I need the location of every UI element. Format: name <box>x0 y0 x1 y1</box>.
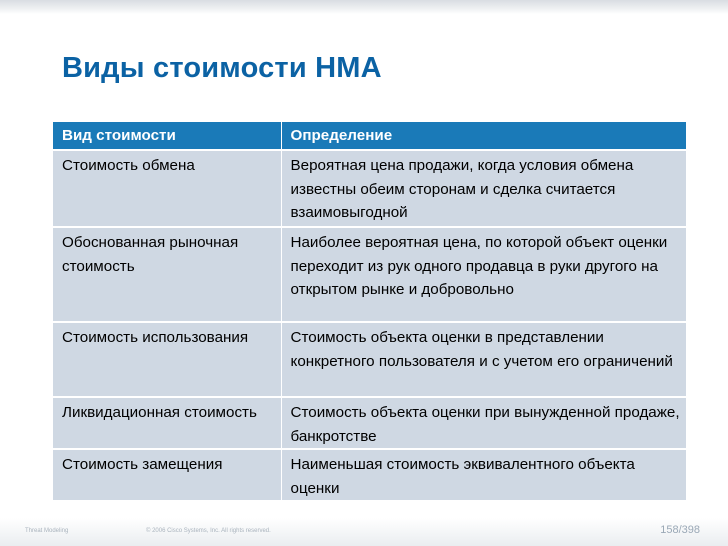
cell-definition: Стоимость объекта оценки в представлении конкретного пользователя и с учетом его ограничений <box>281 322 686 397</box>
cell-value-type: Ликвидационная стоимость <box>53 397 281 449</box>
header-value-type: Вид стоимости <box>53 122 281 150</box>
cell-value-type: Стоимость обмена <box>53 150 281 227</box>
footer-course-name: Threat Modeling <box>25 528 69 534</box>
value-types-table <box>53 122 686 500</box>
table-header-row <box>53 122 686 150</box>
cell-definition: Стоимость объекта оценки при вынужденной продаже, банкротстве <box>281 397 686 449</box>
cell-definition: Наиболее вероятная цена, по которой объект оценки переходит из рук одного продавца в руки другого на открытом рынке и добровольно <box>281 227 686 322</box>
footer-page-number: 158/398 <box>660 524 700 536</box>
slide-footer <box>0 518 728 546</box>
header-definition: Определение <box>281 122 686 150</box>
cell-definition: Наименьшая стоимость эквивалентного объекта оценки <box>281 449 686 500</box>
cell-value-type: Стоимость замещения <box>53 449 281 500</box>
table-row <box>53 227 686 322</box>
table-row <box>53 322 686 397</box>
footer-copyright: © 2006 Cisco Systems, Inc. All rights reserved. <box>146 528 271 534</box>
slide-title: Виды стоимости НМА <box>62 52 382 84</box>
cell-value-type: Стоимость использования <box>53 322 281 397</box>
cell-value-type: Обоснованная рыночная стоимость <box>53 227 281 322</box>
table-row <box>53 397 686 449</box>
table-row <box>53 150 686 227</box>
top-bar <box>0 0 728 14</box>
cell-definition: Вероятная цена продажи, когда условия обмена известны обеим сторонам и сделка считается взаимовыгодной <box>281 150 686 227</box>
table-row <box>53 449 686 500</box>
